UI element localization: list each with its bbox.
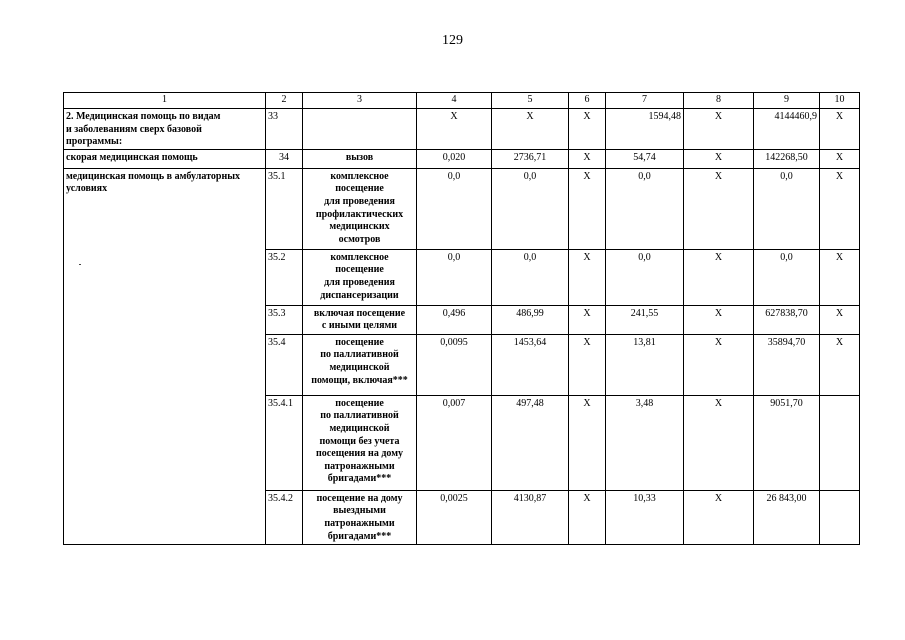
- value-cell: 0,0: [754, 168, 820, 249]
- scan-speck: [79, 264, 81, 265]
- value-cell: 0,007: [417, 395, 492, 490]
- unit-cell: включая посещение с иными целями: [303, 305, 417, 334]
- value-cell: Х: [492, 109, 569, 150]
- value-cell: Х: [820, 109, 860, 150]
- value-cell: 54,74: [606, 149, 684, 168]
- unit-cell: комплексное посещение для проведения диспансеризации: [303, 249, 417, 305]
- value-cell: 0,0: [492, 249, 569, 305]
- unit-cell: комплексное посещение для проведения профилактических медицинских осмотров: [303, 168, 417, 249]
- value-cell: Х: [684, 168, 754, 249]
- value-cell: 2736,71: [492, 149, 569, 168]
- row-name-cell: медицинская помощь в амбулаторных условиях: [64, 168, 266, 544]
- value-cell: Х: [569, 334, 606, 395]
- value-cell: Х: [820, 305, 860, 334]
- table-header-row: [64, 93, 860, 109]
- value-cell: Х: [569, 109, 606, 150]
- value-cell: 0,0: [606, 249, 684, 305]
- value-cell: 0,0: [754, 249, 820, 305]
- value-cell: Х: [684, 109, 754, 150]
- value-cell: 0,0095: [417, 334, 492, 395]
- value-cell: 0,020: [417, 149, 492, 168]
- value-cell: 26 843,00: [754, 490, 820, 544]
- value-cell: Х: [684, 149, 754, 168]
- value-cell: 0,496: [417, 305, 492, 334]
- row-name-cell: 2. Медицинская помощь по видам и заболеваниям сверх базовой программы:: [64, 109, 266, 150]
- value-cell: 0,0: [492, 168, 569, 249]
- value-cell: [820, 395, 860, 490]
- unit-cell: посещение по паллиативной медицинской помощи, включая***: [303, 334, 417, 395]
- value-cell: 35894,70: [754, 334, 820, 395]
- column-header: 6: [569, 93, 606, 109]
- column-header: 5: [492, 93, 569, 109]
- value-cell: 0,0: [606, 168, 684, 249]
- value-cell: 0,0: [417, 249, 492, 305]
- value-cell: 4130,87: [492, 490, 569, 544]
- value-cell: 497,48: [492, 395, 569, 490]
- unit-cell: посещение на дому выездными патронажными бригадами***: [303, 490, 417, 544]
- value-cell: Х: [684, 305, 754, 334]
- value-cell: Х: [820, 168, 860, 249]
- row-code-cell: 33: [266, 109, 303, 150]
- column-header: 3: [303, 93, 417, 109]
- value-cell: Х: [684, 395, 754, 490]
- table-row: [64, 168, 860, 249]
- value-cell: Х: [684, 490, 754, 544]
- value-cell: 3,48: [606, 395, 684, 490]
- table-row: [64, 109, 860, 150]
- page-number: 129: [442, 33, 463, 48]
- value-cell: 0,0: [417, 168, 492, 249]
- value-cell: 241,55: [606, 305, 684, 334]
- value-cell: Х: [569, 249, 606, 305]
- value-cell: Х: [569, 490, 606, 544]
- value-cell: 627838,70: [754, 305, 820, 334]
- value-cell: Х: [417, 109, 492, 150]
- row-code-cell: 35.1: [266, 168, 303, 249]
- data-table: [63, 92, 860, 545]
- value-cell: 1594,48: [606, 109, 684, 150]
- column-header: 4: [417, 93, 492, 109]
- column-header: 1: [64, 93, 266, 109]
- value-cell: Х: [569, 305, 606, 334]
- column-header: 2: [266, 93, 303, 109]
- row-code-cell: 35.4.1: [266, 395, 303, 490]
- column-header: 10: [820, 93, 860, 109]
- value-cell: 9051,70: [754, 395, 820, 490]
- unit-cell: [303, 109, 417, 150]
- unit-cell: вызов: [303, 149, 417, 168]
- value-cell: Х: [684, 249, 754, 305]
- value-cell: Х: [820, 149, 860, 168]
- value-cell: 486,99: [492, 305, 569, 334]
- value-cell: 13,81: [606, 334, 684, 395]
- value-cell: Х: [820, 249, 860, 305]
- row-code-cell: 35.3: [266, 305, 303, 334]
- value-cell: 4144460,9: [754, 109, 820, 150]
- row-code-cell: 35.4.2: [266, 490, 303, 544]
- value-cell: [820, 490, 860, 544]
- unit-cell: посещение по паллиативной медицинской помощи без учета посещения на дому патронажными бригадами***: [303, 395, 417, 490]
- value-cell: Х: [569, 168, 606, 249]
- value-cell: Х: [569, 149, 606, 168]
- row-code-cell: 34: [266, 149, 303, 168]
- row-code-cell: 35.4: [266, 334, 303, 395]
- value-cell: Х: [684, 334, 754, 395]
- value-cell: Х: [569, 395, 606, 490]
- row-name-cell: скорая медицинская помощь: [64, 149, 266, 168]
- value-cell: 1453,64: [492, 334, 569, 395]
- row-code-cell: 35.2: [266, 249, 303, 305]
- column-header: 8: [684, 93, 754, 109]
- table-row: [64, 149, 860, 168]
- column-header: 9: [754, 93, 820, 109]
- column-header: 7: [606, 93, 684, 109]
- value-cell: 10,33: [606, 490, 684, 544]
- value-cell: 142268,50: [754, 149, 820, 168]
- value-cell: 0,0025: [417, 490, 492, 544]
- value-cell: Х: [820, 334, 860, 395]
